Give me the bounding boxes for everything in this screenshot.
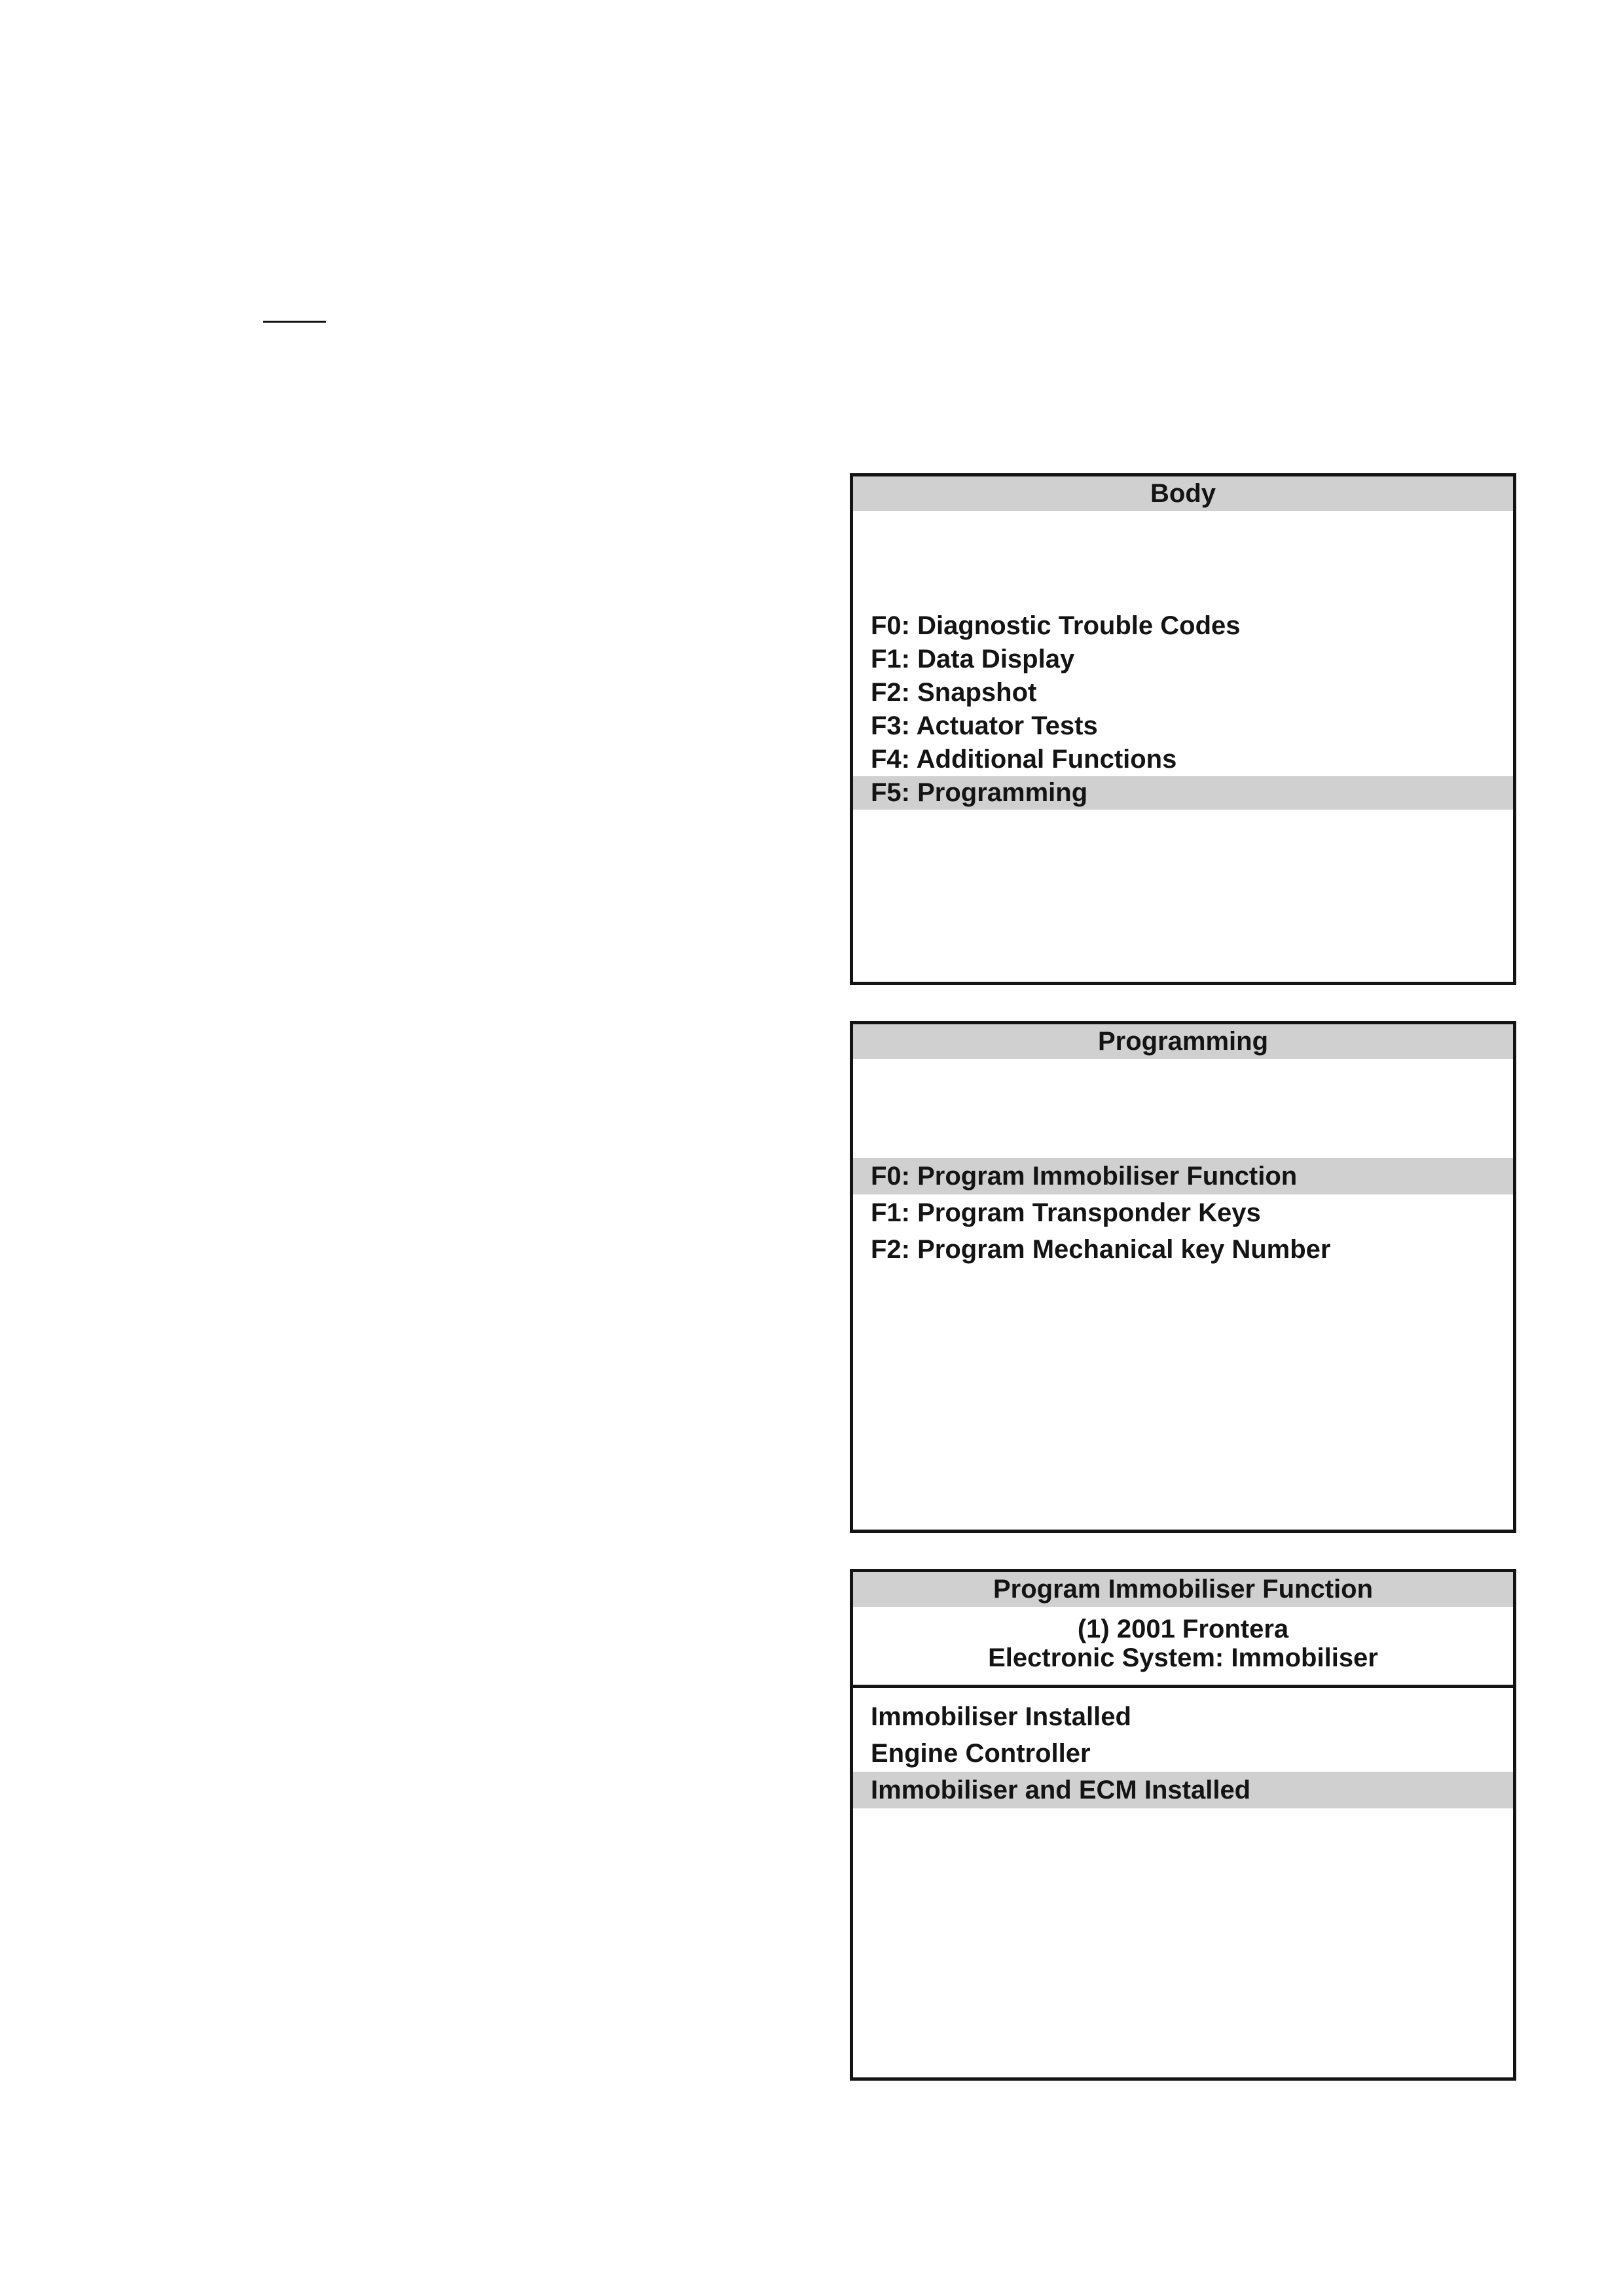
menu-item-immobiliser-and-ecm-installed[interactable]: Immobiliser and ECM Installed <box>853 1772 1513 1808</box>
menu-item-diagnostic-trouble-codes[interactable]: F0: Diagnostic Trouble Codes <box>871 611 1241 640</box>
vehicle-label: (1) 2001 Frontera <box>1077 1615 1289 1643</box>
vehicle-info-header <box>853 1607 1513 1688</box>
menu-item-program-immobiliser-function[interactable]: F0: Program Immobiliser Function <box>853 1158 1513 1194</box>
menu-item-actuator-tests[interactable]: F3: Actuator Tests <box>871 711 1098 740</box>
screen-title: Programming <box>853 1024 1513 1059</box>
immobiliser-function-screen <box>850 1569 1516 2081</box>
menu-list <box>853 1158 1513 1268</box>
body-menu-screen <box>850 473 1516 985</box>
menu-item-additional-functions[interactable]: F4: Additional Functions <box>871 745 1177 774</box>
menu-item-engine-controller[interactable]: Engine Controller <box>871 1739 1091 1768</box>
menu-item-program-transponder-keys[interactable]: F1: Program Transponder Keys <box>871 1198 1261 1227</box>
menu-item-data-display[interactable]: F1: Data Display <box>871 645 1075 673</box>
underline-rule <box>263 321 326 323</box>
programming-menu-screen <box>850 1021 1516 1533</box>
menu-list <box>853 609 1513 810</box>
menu-item-programming[interactable]: F5: Programming <box>853 776 1513 810</box>
menu-item-program-mechanical-key-number[interactable]: F2: Program Mechanical key Number <box>871 1235 1331 1264</box>
menu-item-immobiliser-installed[interactable]: Immobiliser Installed <box>871 1702 1131 1731</box>
menu-list <box>853 1698 1513 1808</box>
screen-title: Body <box>853 476 1513 511</box>
screen-title: Program Immobiliser Function <box>853 1572 1513 1607</box>
system-label: Electronic System: Immobiliser <box>988 1643 1378 1672</box>
menu-item-snapshot[interactable]: F2: Snapshot <box>871 678 1037 707</box>
